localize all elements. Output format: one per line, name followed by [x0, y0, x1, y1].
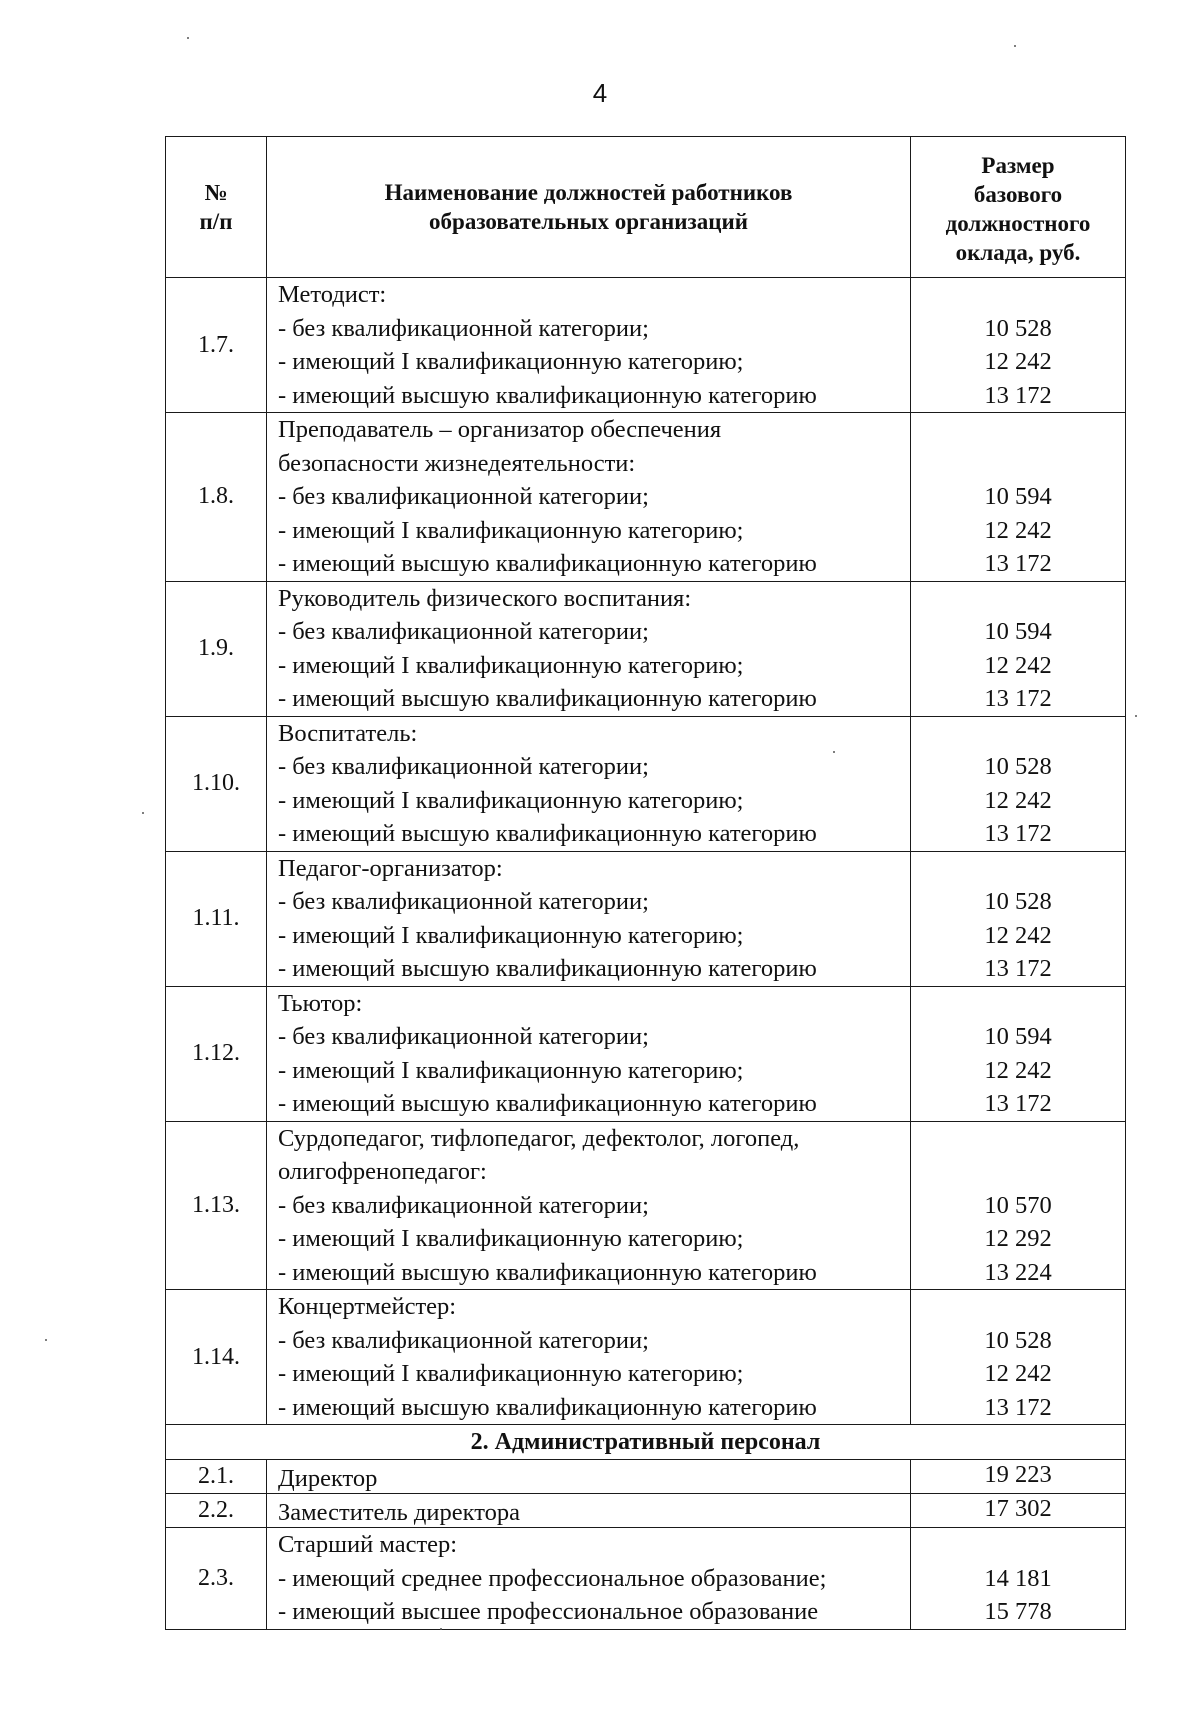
page-number: 4	[592, 78, 608, 108]
position-line: - имеющий высшую квалификационную категорию	[278, 1090, 817, 1117]
position-line: - имеющий I квалификационную категорию;	[278, 516, 744, 544]
row-number: 2.1.	[166, 1460, 267, 1494]
salary-value	[911, 278, 1125, 312]
salary-value	[911, 447, 1125, 481]
position-line: - имеющий I квалификационную категорию;	[278, 921, 744, 949]
section-2-body	[166, 1460, 1126, 1630]
position-line: - имеющий высшую квалификационную категорию	[278, 955, 817, 982]
salary-value: 12 242	[984, 348, 1052, 375]
salary-value: 13 172	[984, 955, 1052, 982]
salary-value: 10 528	[984, 888, 1052, 915]
table-row	[166, 278, 1126, 413]
header-number-symbol: №	[204, 180, 228, 205]
salary-value	[911, 1155, 1125, 1189]
salary-value	[911, 413, 1125, 447]
position-cell	[267, 413, 911, 582]
table-row	[166, 851, 1126, 986]
section-heading-row	[166, 1425, 1126, 1460]
scan-speck	[833, 751, 835, 753]
header-position-line-1: Наименование должностей работников	[384, 180, 793, 205]
position-cell	[267, 1460, 911, 1494]
salary-value	[911, 1290, 1125, 1324]
salary-cell	[911, 986, 1126, 1121]
position-line: - имеющий высшее профессиональное образование	[278, 1598, 819, 1625]
position-cell	[267, 851, 911, 986]
salary-value: 13 172	[984, 1393, 1052, 1421]
salary-cell	[911, 716, 1126, 851]
position-line: Заместитель директора	[278, 1499, 520, 1526]
position-line: - без квалификационной категории;	[278, 1326, 649, 1354]
position-line: - имеющий I квалификационную категорию;	[278, 1056, 744, 1084]
position-line: Руководитель физического воспитания:	[278, 584, 692, 612]
position-cell	[267, 581, 911, 716]
salary-cell	[911, 1460, 1126, 1494]
row-number: 1.7.	[166, 278, 267, 413]
position-line: - без квалификационной категории;	[278, 314, 649, 342]
salary-value: 12 292	[984, 1225, 1052, 1252]
position-line: - имеющий I квалификационную категорию;	[278, 1360, 744, 1387]
row-number: 1.8.	[166, 413, 267, 582]
scan-speck	[45, 1339, 47, 1341]
salary-value	[911, 1528, 1125, 1562]
section-heading: 2. Административный персонал	[166, 1425, 1126, 1460]
position-cell	[267, 716, 911, 851]
salary-cell	[911, 413, 1126, 582]
position-cell	[267, 1121, 911, 1290]
salary-value: 10 594	[984, 483, 1052, 510]
position-line: Старший мастер:	[278, 1531, 458, 1558]
position-line: - имеющий высшую квалификационную категорию	[278, 1258, 817, 1286]
row-number: 1.12.	[166, 986, 267, 1121]
salary-value	[911, 582, 1125, 616]
position-line: - имеющий I квалификационную категорию;	[278, 651, 744, 679]
salary-value: 13 224	[984, 1258, 1052, 1286]
header-salary-line-4: оклада, руб.	[955, 240, 1081, 265]
position-line: олигофренопедагог:	[278, 1158, 487, 1185]
salary-value: 10 594	[984, 618, 1052, 645]
position-line: - имеющий высшую квалификационную категорию	[278, 550, 817, 577]
position-line: - без квалификационной категории;	[278, 618, 649, 645]
table-row	[166, 1290, 1126, 1425]
row-number: 1.11.	[166, 851, 267, 986]
position-line: - имеющий высшую квалификационную категорию	[278, 685, 817, 712]
header-salary-line-1: Размер	[981, 153, 1055, 178]
position-line: - имеющий высшую квалификационную категорию	[278, 1393, 817, 1421]
table-header-row	[166, 137, 1126, 278]
salary-value: 13 172	[984, 1090, 1052, 1117]
salary-value: 10 528	[984, 1326, 1052, 1354]
position-line: - имеющий высшую квалификационную категорию	[278, 381, 817, 409]
table-row	[166, 1121, 1126, 1290]
header-number-label: п/п	[199, 209, 233, 234]
scan-speck	[142, 812, 144, 814]
salary-value: 12 242	[984, 516, 1052, 544]
salary-table	[165, 136, 1126, 1630]
salary-value: 12 242	[984, 786, 1052, 814]
scan-speck	[440, 1628, 442, 1630]
salary-cell	[911, 581, 1126, 716]
table-row	[166, 1494, 1126, 1528]
table-row	[166, 716, 1126, 851]
table-row	[166, 581, 1126, 716]
position-line: - без квалификационной категории;	[278, 1191, 649, 1219]
position-line: - имеющий I квалификационную категорию;	[278, 348, 744, 375]
position-cell	[267, 278, 911, 413]
salary-value	[911, 852, 1125, 886]
salary-value: 12 242	[984, 1360, 1052, 1387]
salary-value: 12 242	[984, 1056, 1052, 1084]
header-number-cell	[166, 137, 267, 278]
salary-value: 13 172	[984, 685, 1052, 712]
row-number: 2.2.	[166, 1494, 267, 1528]
table-row	[166, 986, 1126, 1121]
position-line: - имеющий среднее профессиональное образование;	[278, 1564, 827, 1592]
row-number: 1.13.	[166, 1121, 267, 1290]
position-line: - без квалификационной категории;	[278, 1023, 649, 1050]
salary-value	[911, 987, 1125, 1021]
salary-value: 14 181	[984, 1564, 1052, 1592]
row-number: 1.9.	[166, 581, 267, 716]
position-line: - имеющий I квалификационную категорию;	[278, 786, 744, 814]
scan-speck	[1135, 715, 1137, 717]
salary-value: 10 594	[984, 1023, 1052, 1050]
position-line: Тьютор:	[278, 989, 363, 1017]
position-cell	[267, 986, 911, 1121]
table-row	[166, 1460, 1126, 1494]
header-salary-cell	[911, 137, 1126, 278]
salary-value: 13 172	[984, 550, 1052, 577]
table-row	[166, 1528, 1126, 1630]
salary-cell	[911, 278, 1126, 413]
position-line: - имеющий I квалификационную категорию;	[278, 1225, 744, 1252]
position-line: Преподаватель – организатор обеспечения	[278, 416, 722, 443]
position-cell	[267, 1528, 911, 1630]
salary-cell	[911, 1528, 1126, 1630]
header-position-line-2: образовательных организаций	[429, 209, 748, 234]
salary-value: 12 242	[984, 921, 1052, 949]
salary-value: 10 570	[984, 1191, 1052, 1219]
salary-cell	[911, 1121, 1126, 1290]
salary-value	[911, 1122, 1125, 1156]
position-line: Директор	[278, 1465, 378, 1492]
salary-cell	[911, 851, 1126, 986]
section-1-body	[166, 278, 1126, 1425]
table-row	[166, 413, 1126, 582]
position-cell	[267, 1494, 911, 1528]
salary-value: 13 172	[984, 820, 1052, 847]
header-position-cell	[267, 137, 911, 278]
salary-value: 19 223	[984, 1461, 1052, 1488]
row-number: 1.10.	[166, 716, 267, 851]
scan-speck	[187, 37, 189, 39]
salary-value: 10 528	[984, 753, 1052, 780]
position-cell	[267, 1290, 911, 1425]
position-line: Методист:	[278, 281, 387, 308]
position-line: Воспитатель:	[278, 719, 418, 747]
salary-cell	[911, 1494, 1126, 1528]
salary-value: 12 242	[984, 651, 1052, 679]
position-line: - без квалификационной категории;	[278, 483, 649, 510]
position-line: - имеющий высшую квалификационную категорию	[278, 820, 817, 847]
salary-cell	[911, 1290, 1126, 1425]
salary-value: 15 778	[984, 1598, 1052, 1625]
position-line: Концертмейстер:	[278, 1293, 457, 1320]
position-line: безопасности жизнедеятельности:	[278, 449, 636, 477]
position-line: - без квалификационной категории;	[278, 888, 649, 915]
header-salary-line-2: базового	[973, 182, 1063, 207]
position-line: Сурдопедагог, тифлопедагог, дефектолог, логопед,	[278, 1124, 800, 1152]
row-number: 1.14.	[166, 1290, 267, 1425]
scan-speck	[1014, 45, 1016, 47]
header-salary-line-3: должностного	[945, 211, 1091, 236]
salary-value: 10 528	[984, 314, 1052, 342]
salary-value: 17 302	[984, 1495, 1052, 1522]
salary-value: 13 172	[984, 381, 1052, 409]
position-line: - без квалификационной категории;	[278, 753, 649, 780]
section-2-heading-body	[166, 1425, 1126, 1460]
position-line: Педагог-организатор:	[278, 854, 503, 882]
salary-value	[911, 717, 1125, 751]
row-number: 2.3.	[166, 1528, 267, 1630]
